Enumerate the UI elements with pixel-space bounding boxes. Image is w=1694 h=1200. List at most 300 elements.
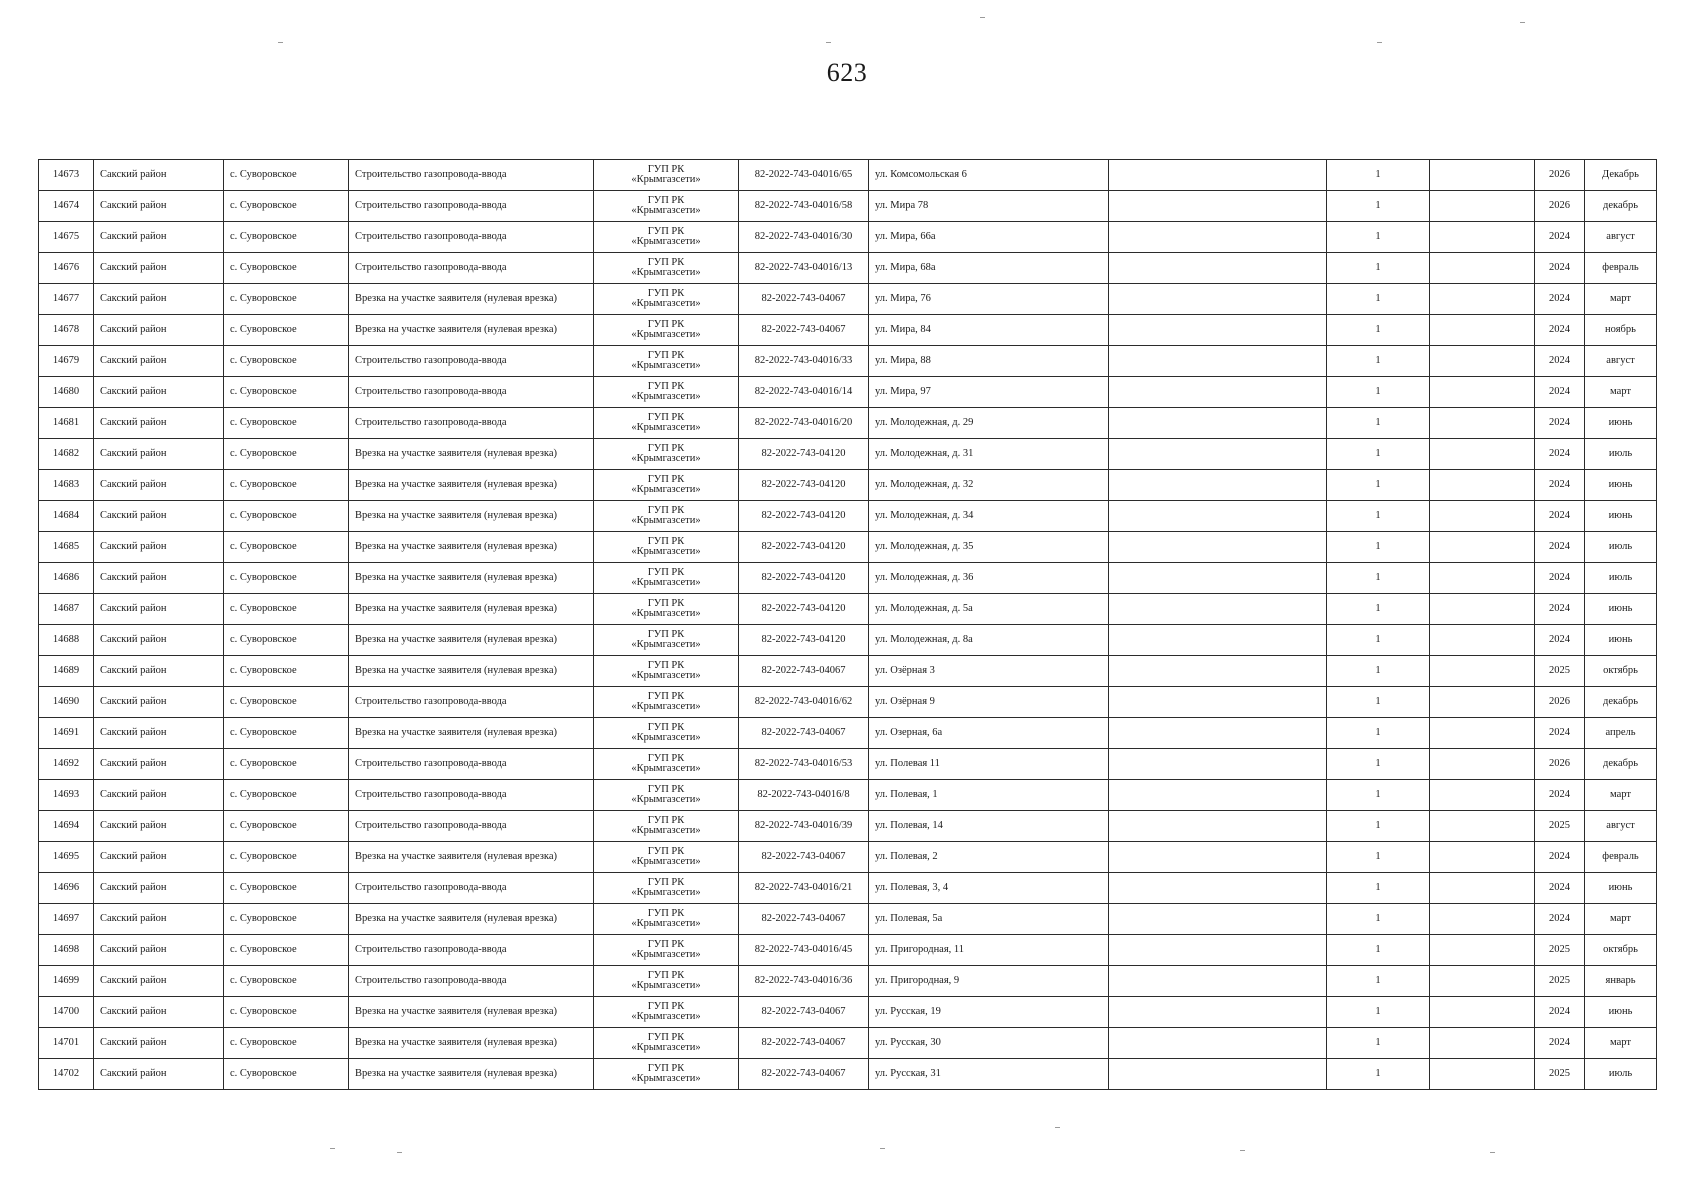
- village-cell: с. Суворовское: [224, 904, 349, 935]
- table-row: [39, 904, 1657, 935]
- village-cell: с. Суворовское: [224, 222, 349, 253]
- month-cell: июнь: [1585, 594, 1657, 625]
- village-cell: с. Суворовское: [224, 284, 349, 315]
- work-type-cell: Строительство газопровода-ввода: [349, 346, 594, 377]
- quantity-cell: 1: [1327, 718, 1430, 749]
- quantity-cell: 1: [1327, 377, 1430, 408]
- address-cell: ул. Молодежная, д. 34: [869, 501, 1109, 532]
- organization-name-line2: «Крымгазсети»: [631, 608, 701, 619]
- code-cell: 82-2022-743-04067: [739, 656, 869, 687]
- empty-cell: [1430, 966, 1535, 997]
- empty-cell: [1109, 625, 1327, 656]
- work-type-cell: Строительство газопровода-ввода: [349, 222, 594, 253]
- district-cell: Сакский район: [94, 501, 224, 532]
- row-number: 14684: [39, 501, 94, 532]
- quantity-cell: 1: [1327, 935, 1430, 966]
- organization-name-line2: «Крымгазсети»: [631, 422, 701, 433]
- organization-cell: [594, 191, 739, 222]
- village-cell: с. Суворовское: [224, 718, 349, 749]
- empty-cell: [1109, 1059, 1327, 1090]
- work-type-cell: Строительство газопровода-ввода: [349, 780, 594, 811]
- address-cell: ул. Мира 78: [869, 191, 1109, 222]
- address-cell: ул. Пригородная, 11: [869, 935, 1109, 966]
- code-cell: 82-2022-743-04016/53: [739, 749, 869, 780]
- code-cell: 82-2022-743-04016/13: [739, 253, 869, 284]
- month-cell: апрель: [1585, 718, 1657, 749]
- year-cell: 2025: [1535, 1059, 1585, 1090]
- district-cell: Сакский район: [94, 997, 224, 1028]
- table-row: [39, 470, 1657, 501]
- scan-speck: [1490, 1152, 1495, 1153]
- organization-name-line2: «Крымгазсети»: [631, 329, 701, 340]
- organization-name-line1: ГУП РК: [647, 722, 685, 733]
- quantity-cell: 1: [1327, 315, 1430, 346]
- year-cell: 2024: [1535, 501, 1585, 532]
- organization-name-line2: «Крымгазсети»: [631, 546, 701, 557]
- row-number: 14680: [39, 377, 94, 408]
- table-row: [39, 687, 1657, 718]
- empty-cell: [1430, 222, 1535, 253]
- code-cell: 82-2022-743-04120: [739, 625, 869, 656]
- empty-cell: [1109, 377, 1327, 408]
- table-body: [39, 160, 1657, 1090]
- quantity-cell: 1: [1327, 222, 1430, 253]
- year-cell: 2025: [1535, 935, 1585, 966]
- organization-name-line2: «Крымгазсети»: [631, 856, 701, 867]
- organization-name-line1: ГУП РК: [647, 970, 685, 981]
- table-row: [39, 873, 1657, 904]
- code-cell: 82-2022-743-04016/20: [739, 408, 869, 439]
- organization-name-line2: «Крымгазсети»: [631, 515, 701, 526]
- district-cell: Сакский район: [94, 315, 224, 346]
- empty-cell: [1430, 563, 1535, 594]
- empty-cell: [1109, 1028, 1327, 1059]
- empty-cell: [1430, 501, 1535, 532]
- organization-name-line2: «Крымгазсети»: [631, 1042, 701, 1053]
- organization-cell: [594, 408, 739, 439]
- table-row: [39, 439, 1657, 470]
- row-number: 14690: [39, 687, 94, 718]
- empty-cell: [1109, 935, 1327, 966]
- quantity-cell: 1: [1327, 625, 1430, 656]
- empty-cell: [1109, 811, 1327, 842]
- empty-cell: [1430, 377, 1535, 408]
- table-row: [39, 408, 1657, 439]
- code-cell: 82-2022-743-04067: [739, 842, 869, 873]
- row-number: 14679: [39, 346, 94, 377]
- district-cell: Сакский район: [94, 749, 224, 780]
- village-cell: с. Суворовское: [224, 1028, 349, 1059]
- district-cell: Сакский район: [94, 935, 224, 966]
- table-row: [39, 966, 1657, 997]
- year-cell: 2024: [1535, 625, 1585, 656]
- village-cell: с. Суворовское: [224, 1059, 349, 1090]
- organization-name-line2: «Крымгазсети»: [631, 236, 701, 247]
- empty-cell: [1109, 470, 1327, 501]
- table-row: [39, 284, 1657, 315]
- address-cell: ул. Молодежная, д. 29: [869, 408, 1109, 439]
- quantity-cell: 1: [1327, 1059, 1430, 1090]
- empty-cell: [1109, 408, 1327, 439]
- year-cell: 2024: [1535, 470, 1585, 501]
- district-cell: Сакский район: [94, 160, 224, 191]
- address-cell: ул. Полевая, 1: [869, 780, 1109, 811]
- village-cell: с. Суворовское: [224, 749, 349, 780]
- village-cell: с. Суворовское: [224, 687, 349, 718]
- quantity-cell: 1: [1327, 997, 1430, 1028]
- empty-cell: [1430, 656, 1535, 687]
- code-cell: 82-2022-743-04016/14: [739, 377, 869, 408]
- scan-speck: [330, 1148, 335, 1149]
- page-number: 623: [826, 58, 868, 87]
- district-cell: Сакский район: [94, 439, 224, 470]
- work-type-cell: Врезка на участке заявителя (нулевая врезка): [349, 842, 594, 873]
- row-number: 14696: [39, 873, 94, 904]
- year-cell: 2024: [1535, 873, 1585, 904]
- organization-name-line1: ГУП РК: [647, 815, 685, 826]
- row-number: 14701: [39, 1028, 94, 1059]
- quantity-cell: 1: [1327, 284, 1430, 315]
- organization-name-line2: «Крымгазсети»: [631, 360, 701, 371]
- district-cell: Сакский район: [94, 718, 224, 749]
- address-cell: ул. Полевая, 2: [869, 842, 1109, 873]
- empty-cell: [1430, 842, 1535, 873]
- organization-cell: [594, 780, 739, 811]
- empty-cell: [1109, 222, 1327, 253]
- work-type-cell: Врезка на участке заявителя (нулевая врезка): [349, 904, 594, 935]
- quantity-cell: 1: [1327, 408, 1430, 439]
- code-cell: 82-2022-743-04016/36: [739, 966, 869, 997]
- quantity-cell: 1: [1327, 501, 1430, 532]
- month-cell: февраль: [1585, 253, 1657, 284]
- organization-name-line1: ГУП РК: [647, 195, 685, 206]
- organization-name-line2: «Крымгазсети»: [631, 887, 701, 898]
- month-cell: март: [1585, 780, 1657, 811]
- district-cell: Сакский район: [94, 346, 224, 377]
- table-row: [39, 656, 1657, 687]
- address-cell: ул. Полевая, 3, 4: [869, 873, 1109, 904]
- organization-name-line2: «Крымгазсети»: [631, 980, 701, 991]
- work-type-cell: Врезка на участке заявителя (нулевая врезка): [349, 625, 594, 656]
- district-cell: Сакский район: [94, 966, 224, 997]
- address-cell: ул. Русская, 19: [869, 997, 1109, 1028]
- code-cell: 82-2022-743-04120: [739, 594, 869, 625]
- quantity-cell: 1: [1327, 904, 1430, 935]
- organization-name-line1: ГУП РК: [647, 474, 685, 485]
- organization-name-line2: «Крымгазсети»: [631, 577, 701, 588]
- address-cell: ул. Полевая, 14: [869, 811, 1109, 842]
- empty-cell: [1109, 718, 1327, 749]
- empty-cell: [1430, 346, 1535, 377]
- year-cell: 2024: [1535, 594, 1585, 625]
- address-cell: ул. Молодежная, д. 8а: [869, 625, 1109, 656]
- row-number: 14699: [39, 966, 94, 997]
- row-number: 14692: [39, 749, 94, 780]
- work-type-cell: Строительство газопровода-ввода: [349, 160, 594, 191]
- month-cell: декабрь: [1585, 191, 1657, 222]
- code-cell: 82-2022-743-04120: [739, 563, 869, 594]
- quantity-cell: 1: [1327, 811, 1430, 842]
- code-cell: 82-2022-743-04016/62: [739, 687, 869, 718]
- district-cell: Сакский район: [94, 191, 224, 222]
- empty-cell: [1430, 439, 1535, 470]
- village-cell: с. Суворовское: [224, 377, 349, 408]
- empty-cell: [1109, 687, 1327, 718]
- organization-cell: [594, 160, 739, 191]
- quantity-cell: 1: [1327, 687, 1430, 718]
- scan-speck: [1520, 22, 1525, 23]
- district-cell: Сакский район: [94, 563, 224, 594]
- organization-name-line1: ГУП РК: [647, 350, 685, 361]
- organization-cell: [594, 470, 739, 501]
- empty-cell: [1109, 315, 1327, 346]
- village-cell: с. Суворовское: [224, 594, 349, 625]
- organization-cell: [594, 656, 739, 687]
- row-number: 14674: [39, 191, 94, 222]
- organization-cell: [594, 842, 739, 873]
- month-cell: август: [1585, 222, 1657, 253]
- month-cell: июнь: [1585, 501, 1657, 532]
- table-row: [39, 160, 1657, 191]
- work-type-cell: Врезка на участке заявителя (нулевая врезка): [349, 439, 594, 470]
- organization-name-line1: ГУП РК: [647, 1032, 685, 1043]
- quantity-cell: 1: [1327, 749, 1430, 780]
- year-cell: 2024: [1535, 842, 1585, 873]
- organization-name-line2: «Крымгазсети»: [631, 701, 701, 712]
- empty-cell: [1430, 253, 1535, 284]
- quantity-cell: 1: [1327, 563, 1430, 594]
- month-cell: март: [1585, 284, 1657, 315]
- row-number: 14698: [39, 935, 94, 966]
- table-row: [39, 1059, 1657, 1090]
- work-type-cell: Врезка на участке заявителя (нулевая врезка): [349, 563, 594, 594]
- month-cell: март: [1585, 904, 1657, 935]
- village-cell: с. Суворовское: [224, 253, 349, 284]
- row-number: 14687: [39, 594, 94, 625]
- table-row: [39, 749, 1657, 780]
- table-row: [39, 501, 1657, 532]
- table-row: [39, 532, 1657, 563]
- row-number: 14688: [39, 625, 94, 656]
- organization-name-line1: ГУП РК: [647, 784, 685, 795]
- village-cell: с. Суворовское: [224, 997, 349, 1028]
- table-row: [39, 191, 1657, 222]
- organization-cell: [594, 594, 739, 625]
- district-cell: Сакский район: [94, 625, 224, 656]
- empty-cell: [1109, 749, 1327, 780]
- table-row: [39, 594, 1657, 625]
- empty-cell: [1109, 563, 1327, 594]
- work-type-cell: Врезка на участке заявителя (нулевая врезка): [349, 501, 594, 532]
- row-number: 14689: [39, 656, 94, 687]
- code-cell: 82-2022-743-04016/65: [739, 160, 869, 191]
- month-cell: ноябрь: [1585, 315, 1657, 346]
- row-number: 14682: [39, 439, 94, 470]
- organization-name-line1: ГУП РК: [647, 257, 685, 268]
- address-cell: ул. Комсомольская 6: [869, 160, 1109, 191]
- village-cell: с. Суворовское: [224, 501, 349, 532]
- quantity-cell: 1: [1327, 346, 1430, 377]
- month-cell: июль: [1585, 1059, 1657, 1090]
- organization-name-line1: ГУП РК: [647, 536, 685, 547]
- organization-name-line1: ГУП РК: [647, 908, 685, 919]
- table-row: [39, 625, 1657, 656]
- empty-cell: [1430, 687, 1535, 718]
- village-cell: с. Суворовское: [224, 191, 349, 222]
- code-cell: 82-2022-743-04016/39: [739, 811, 869, 842]
- table-row: [39, 842, 1657, 873]
- empty-cell: [1109, 439, 1327, 470]
- code-cell: 82-2022-743-04120: [739, 532, 869, 563]
- empty-cell: [1430, 1028, 1535, 1059]
- empty-cell: [1430, 997, 1535, 1028]
- empty-cell: [1109, 594, 1327, 625]
- month-cell: декабрь: [1585, 687, 1657, 718]
- village-cell: с. Суворовское: [224, 315, 349, 346]
- village-cell: с. Суворовское: [224, 811, 349, 842]
- month-cell: август: [1585, 811, 1657, 842]
- address-cell: ул. Мира, 76: [869, 284, 1109, 315]
- quantity-cell: 1: [1327, 873, 1430, 904]
- organization-cell: [594, 284, 739, 315]
- table-row: [39, 253, 1657, 284]
- organization-name-line2: «Крымгазсети»: [631, 918, 701, 929]
- row-number: 14681: [39, 408, 94, 439]
- organization-name-line2: «Крымгазсети»: [631, 732, 701, 743]
- row-number: 14694: [39, 811, 94, 842]
- year-cell: 2024: [1535, 315, 1585, 346]
- address-cell: ул. Полевая 11: [869, 749, 1109, 780]
- empty-cell: [1109, 160, 1327, 191]
- organization-cell: [594, 222, 739, 253]
- month-cell: октябрь: [1585, 656, 1657, 687]
- empty-cell: [1109, 284, 1327, 315]
- row-number: 14697: [39, 904, 94, 935]
- organization-name-line1: ГУП РК: [647, 629, 685, 640]
- village-cell: с. Суворовское: [224, 470, 349, 501]
- empty-cell: [1109, 191, 1327, 222]
- month-cell: июль: [1585, 563, 1657, 594]
- organization-name-line1: ГУП РК: [647, 288, 685, 299]
- organization-name-line1: ГУП РК: [647, 1001, 685, 1012]
- row-number: 14702: [39, 1059, 94, 1090]
- year-cell: 2024: [1535, 222, 1585, 253]
- month-cell: июль: [1585, 439, 1657, 470]
- address-cell: ул. Молодежная, д. 36: [869, 563, 1109, 594]
- works-table: [38, 159, 1657, 1090]
- row-number: 14678: [39, 315, 94, 346]
- address-cell: ул. Мира, 66а: [869, 222, 1109, 253]
- organization-cell: [594, 997, 739, 1028]
- organization-name-line1: ГУП РК: [647, 164, 685, 175]
- work-type-cell: Строительство газопровода-ввода: [349, 811, 594, 842]
- organization-name-line2: «Крымгазсети»: [631, 763, 701, 774]
- month-cell: март: [1585, 1028, 1657, 1059]
- organization-cell: [594, 377, 739, 408]
- organization-name-line1: ГУП РК: [647, 412, 685, 423]
- district-cell: Сакский район: [94, 687, 224, 718]
- village-cell: с. Суворовское: [224, 160, 349, 191]
- organization-name-line2: «Крымгазсети»: [631, 1011, 701, 1022]
- address-cell: ул. Молодежная, д. 32: [869, 470, 1109, 501]
- district-cell: Сакский район: [94, 253, 224, 284]
- empty-cell: [1109, 842, 1327, 873]
- organization-name-line2: «Крымгазсети»: [631, 1073, 701, 1084]
- village-cell: с. Суворовское: [224, 873, 349, 904]
- month-cell: июнь: [1585, 408, 1657, 439]
- code-cell: 82-2022-743-04067: [739, 718, 869, 749]
- organization-cell: [594, 563, 739, 594]
- table-row: [39, 563, 1657, 594]
- district-cell: Сакский район: [94, 904, 224, 935]
- table-row: [39, 718, 1657, 749]
- row-number: 14676: [39, 253, 94, 284]
- organization-name-line1: ГУП РК: [647, 505, 685, 516]
- year-cell: 2024: [1535, 346, 1585, 377]
- row-number: 14677: [39, 284, 94, 315]
- empty-cell: [1430, 904, 1535, 935]
- work-type-cell: Строительство газопровода-ввода: [349, 873, 594, 904]
- year-cell: 2026: [1535, 749, 1585, 780]
- district-cell: Сакский район: [94, 594, 224, 625]
- work-type-cell: Врезка на участке заявителя (нулевая врезка): [349, 1028, 594, 1059]
- year-cell: 2024: [1535, 904, 1585, 935]
- work-type-cell: Врезка на участке заявителя (нулевая врезка): [349, 532, 594, 563]
- code-cell: 82-2022-743-04120: [739, 439, 869, 470]
- organization-name-line2: «Крымгазсети»: [631, 670, 701, 681]
- address-cell: ул. Мира, 97: [869, 377, 1109, 408]
- organization-name-line2: «Крымгазсети»: [631, 391, 701, 402]
- organization-name-line1: ГУП РК: [647, 381, 685, 392]
- table-row: [39, 315, 1657, 346]
- district-cell: Сакский район: [94, 873, 224, 904]
- row-number: 14673: [39, 160, 94, 191]
- organization-cell: [594, 501, 739, 532]
- empty-cell: [1109, 904, 1327, 935]
- scan-speck: [1055, 1127, 1060, 1128]
- code-cell: 82-2022-743-04120: [739, 501, 869, 532]
- quantity-cell: 1: [1327, 470, 1430, 501]
- table-row: [39, 997, 1657, 1028]
- code-cell: 82-2022-743-04016/21: [739, 873, 869, 904]
- empty-cell: [1430, 594, 1535, 625]
- empty-cell: [1430, 532, 1535, 563]
- month-cell: июль: [1585, 532, 1657, 563]
- code-cell: 82-2022-743-04067: [739, 284, 869, 315]
- address-cell: ул. Русская, 31: [869, 1059, 1109, 1090]
- month-cell: декабрь: [1585, 749, 1657, 780]
- month-cell: июнь: [1585, 873, 1657, 904]
- quantity-cell: 1: [1327, 842, 1430, 873]
- empty-cell: [1109, 997, 1327, 1028]
- village-cell: с. Суворовское: [224, 563, 349, 594]
- row-number: 14686: [39, 563, 94, 594]
- village-cell: с. Суворовское: [224, 532, 349, 563]
- year-cell: 2026: [1535, 160, 1585, 191]
- code-cell: 82-2022-743-04067: [739, 315, 869, 346]
- organization-name-line2: «Крымгазсети»: [631, 298, 701, 309]
- quantity-cell: 1: [1327, 594, 1430, 625]
- district-cell: Сакский район: [94, 780, 224, 811]
- empty-cell: [1430, 160, 1535, 191]
- address-cell: ул. Молодежная, д. 31: [869, 439, 1109, 470]
- row-number: 14683: [39, 470, 94, 501]
- month-cell: октябрь: [1585, 935, 1657, 966]
- empty-cell: [1430, 284, 1535, 315]
- year-cell: 2024: [1535, 253, 1585, 284]
- organization-name-line2: «Крымгазсети»: [631, 453, 701, 464]
- organization-cell: [594, 749, 739, 780]
